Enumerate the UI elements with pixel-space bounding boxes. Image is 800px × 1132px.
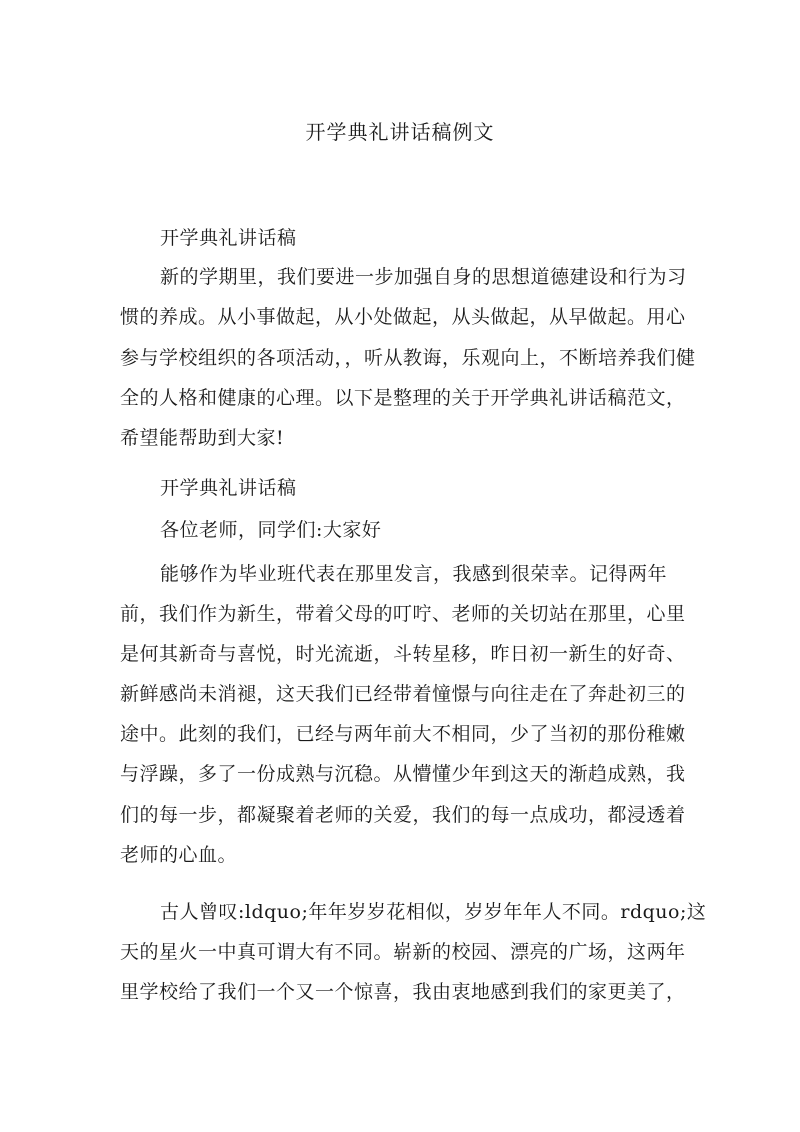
greeting-line: 各位老师，同学们:大家好: [160, 519, 382, 541]
paragraph-line: 里学校给了我们一个又一个惊喜，我由衷地感到我们的家更美了，: [120, 981, 686, 1003]
document-title: 开学典礼讲话稿例文: [305, 120, 495, 144]
paragraph-line: 参与学校组织的各项活动，，听从教诲，乐观向上，不断培养我们健: [120, 347, 696, 369]
paragraph-line: 老师的心血。: [120, 844, 238, 866]
paragraph-line: 惯的养成。从小事做起，从小处做起，从头做起，从早做起。用心: [120, 306, 686, 328]
paragraph-line: 途中。此刻的我们，已经与两年前大不相同，少了当初的那份稚嫩: [120, 723, 686, 745]
paragraph-line: 天的星火一中真可谓大有不同。崭新的校园、漂亮的广场，这两年: [120, 941, 686, 963]
paragraph-line: 能够作为毕业班代表在那里发言，我感到很荣幸。记得两年: [160, 563, 668, 585]
paragraph-line: 是何其新奇与喜悦，时光流逝，斗转星移，昨日初一新生的好奇、: [120, 643, 686, 665]
paragraph-line: 与浮躁，多了一份成熟与沉稳。从懵懂少年到这天的渐趋成熟，我: [120, 763, 686, 785]
paragraph-line: 全的人格和健康的心理。以下是整理的关于开学典礼讲话稿范文，: [120, 387, 686, 409]
section-heading: 开学典礼讲话稿: [160, 477, 297, 499]
section-heading: 开学典礼讲话稿: [160, 227, 297, 249]
paragraph-line: 新的学期里，我们要进一步加强自身的思想道德建设和行为习: [160, 266, 687, 288]
paragraph-line: 古人曾叹:ldquo;年年岁岁花相似，岁岁年年人不同。rdquo;这: [160, 901, 707, 923]
paragraph-line: 希望能帮助到大家!: [120, 427, 285, 449]
paragraph-line: 前，我们作为新生，带着父母的叮咛、老师的关切站在那里，心里: [120, 603, 686, 625]
paragraph-line: 新鲜感尚未消褪，这天我们已经带着憧憬与向往走在了奔赴初三的: [120, 683, 686, 705]
paragraph-line: 们的每一步，都凝聚着老师的关爱，我们的每一点成功，都浸透着: [120, 804, 686, 826]
